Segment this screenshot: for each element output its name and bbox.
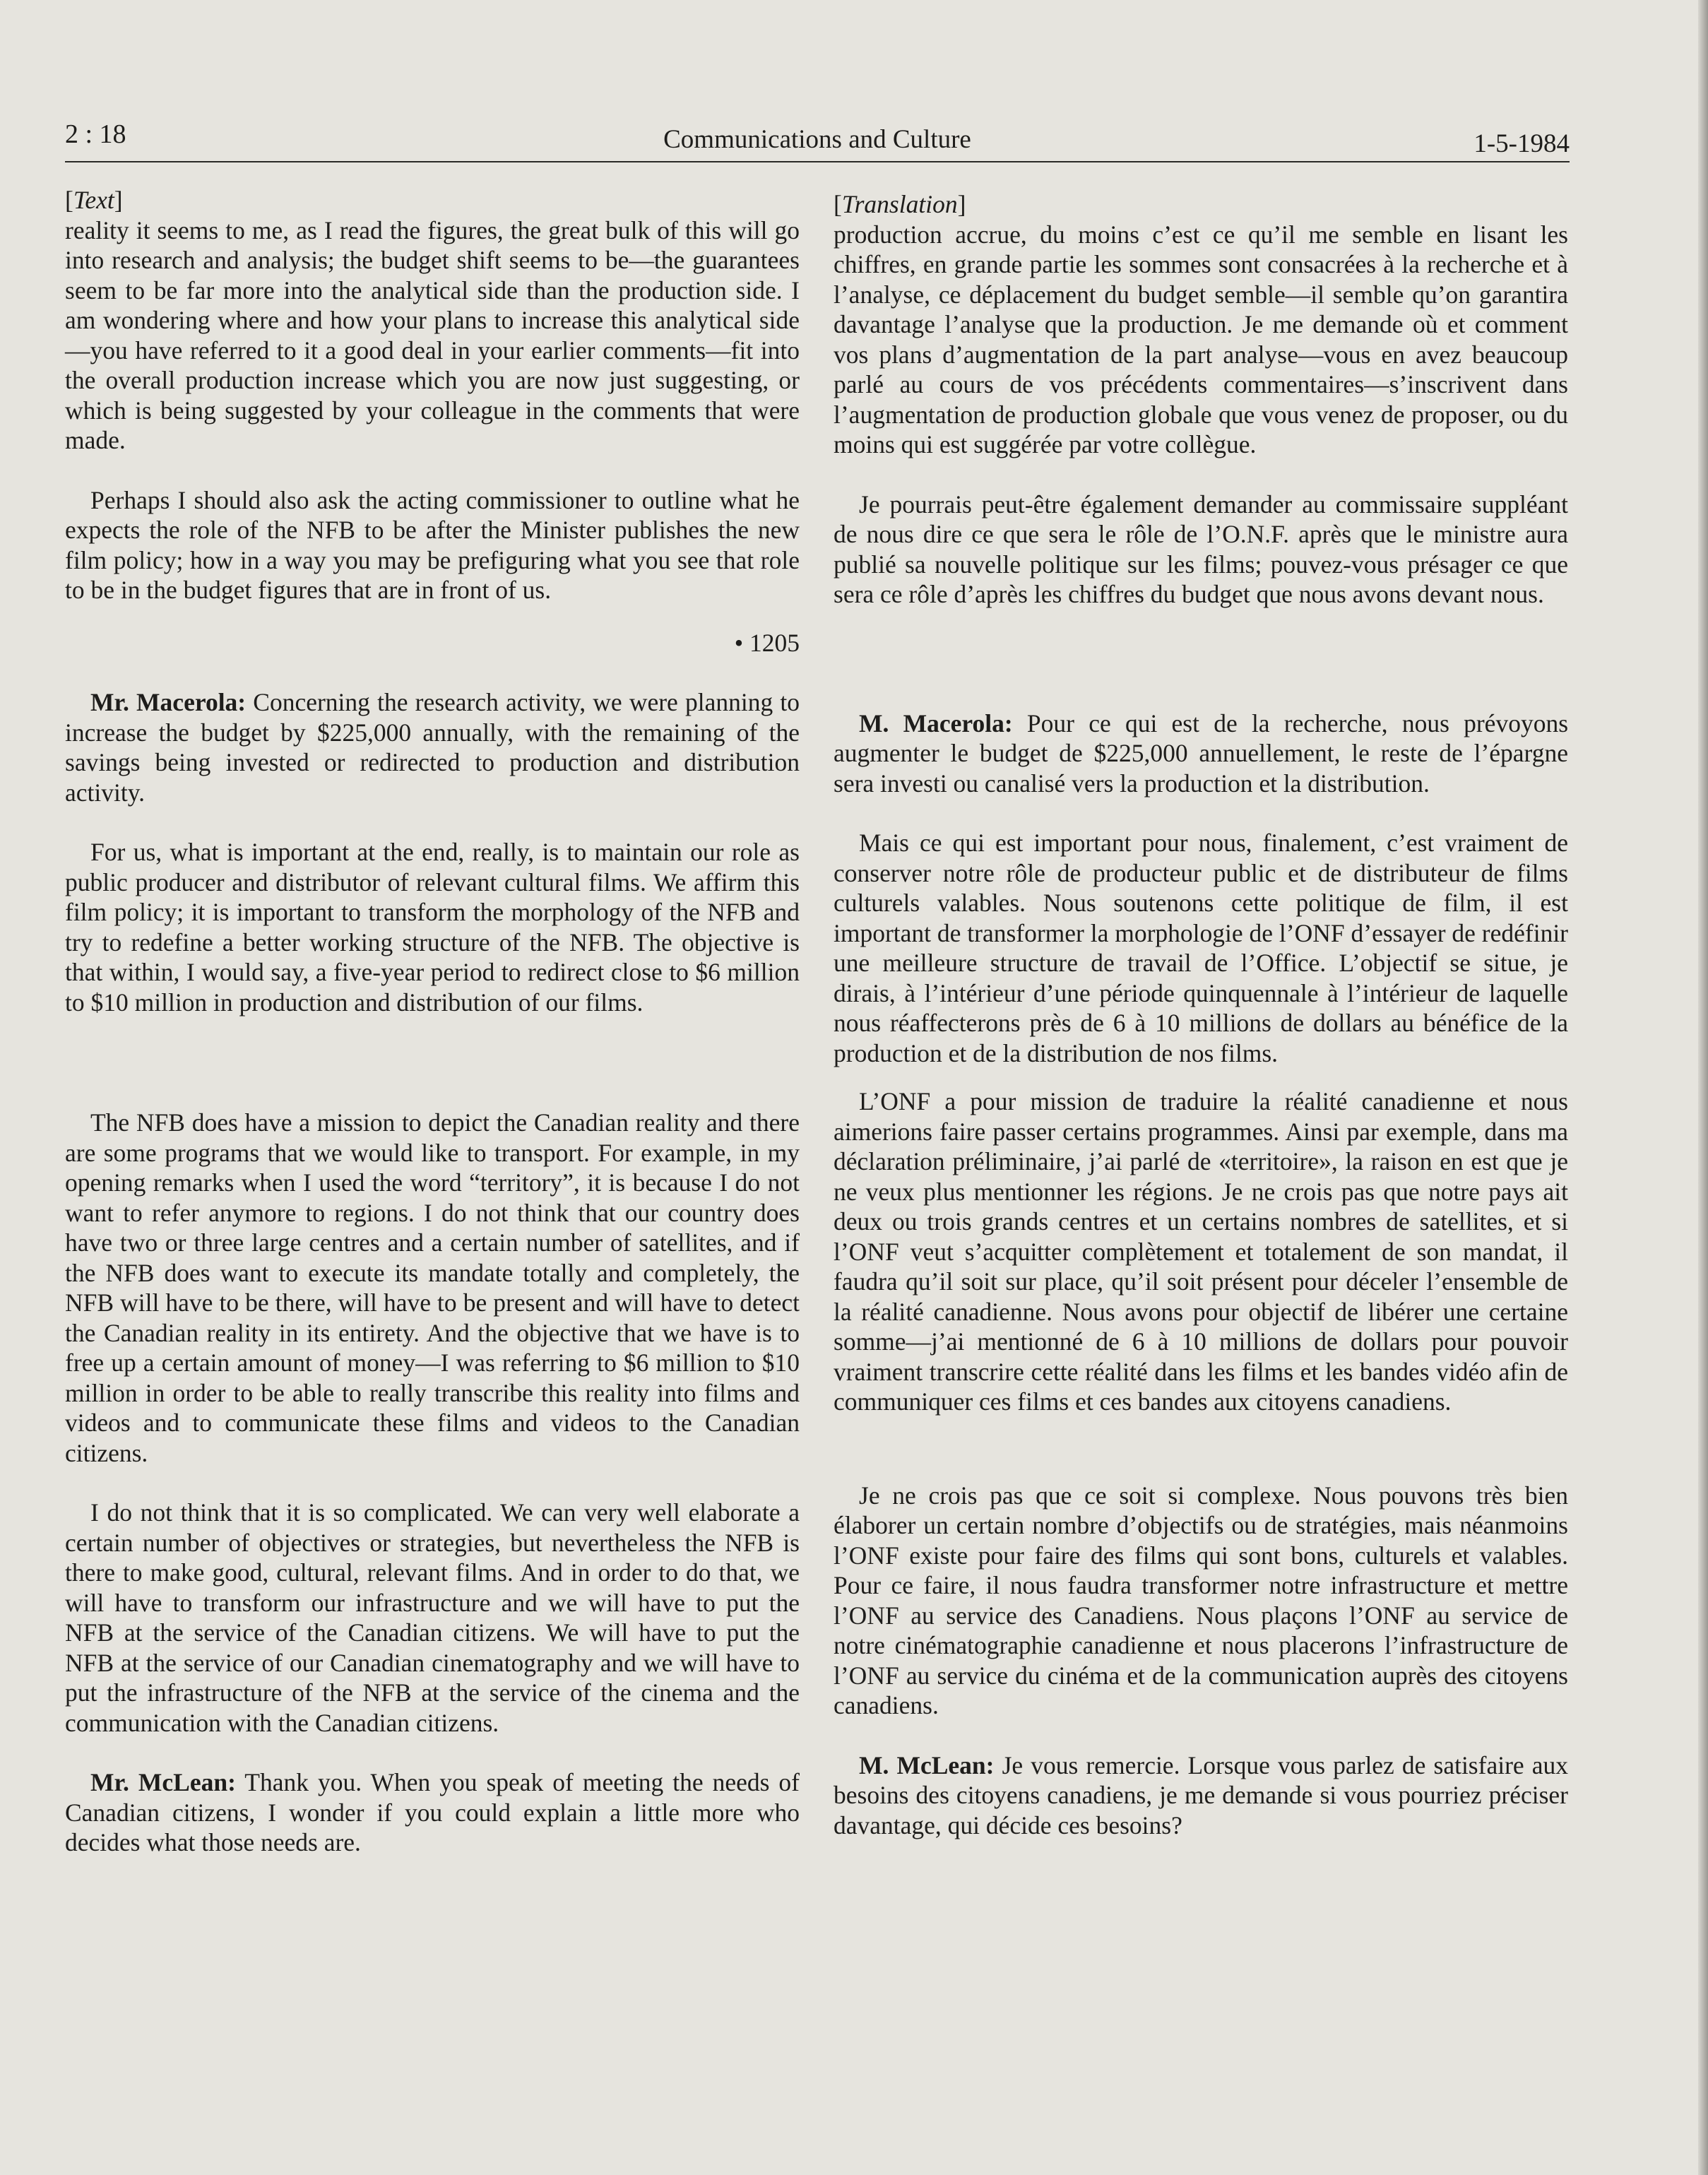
header-rule <box>65 161 1570 162</box>
speaker-name: Mr. Macerola: <box>90 688 247 716</box>
header-date: 1-5-1984 <box>1473 129 1570 158</box>
paragraph: For us, what is important at the end, really, is to maintain our role as public producer and distributor of relevant cultural films. We affirm this film policy; it is important to transform the morphology of the NFB and try to redefine a better working structure of the NFB. The objective is that within, I would say, a five-year period to redirect close to $6 million to $10 million in production and distribution of our films. <box>65 838 800 1017</box>
column-label: [Translation] <box>834 190 966 218</box>
time-marker: • 1205 <box>734 628 800 657</box>
page-number: 2 : 18 <box>65 119 126 149</box>
english-column <box>65 185 800 1858</box>
paragraph: production accrue, du moins c’est ce qu’il me semble en lisant les chiffres, en grande partie les sommes sont consacrées à la recherche et à l’analyse, ce déplacement du budget semble—il semble qu’on garantira davantage l’analyse que la production. Je me demande où et comment vos plans d’augmentation de la part analyse—vous en avez beaucoup parlé au cours de vos précédents commentaires—s’inscrivent dans l’augmentation de production globale que vous venez de proposer, ou du moins qui est suggérée par votre collègue. <box>834 220 1568 458</box>
speaker-paragraph: M. Macerola: Pour ce qui est de la recherche, nous prévoyons augmenter le budget de $225,000 annuellement, le reste de l’épargne sera investi ou canalisé vers la production et la distribution. <box>834 709 1569 798</box>
paragraph: Perhaps I should also ask the acting commissioner to outline what he expects the role of the NFB to be after the Minister publishes the new film policy; how in a way you may be prefiguring what you see that role to be in the budget figures that are in front of us. <box>65 485 800 604</box>
paragraph: Je ne crois pas que ce soit si complexe. Nous pouvons très bien élaborer un certain nombre d’objectifs ou de stratégies, mais néanmoins l’ONF existe pour faire des films qui sont bons, culturels et valables. Pour ce faire, il nous faudra transformer notre infrastructure et mettre l’ONF au service des Canadiens. Nous plaçons l’ONF au service de notre cinématographie canadienne et nous placerons l’infrastructure de l’ONF au service du cinéma et de la communication auprès des citoyens canadiens. <box>834 1481 1568 1719</box>
speaker-paragraph: M. McLean: Je vous remercie. Lorsque vous parlez de satisfaire aux besoins des citoyens canadiens, je me demande si vous pourriez préciser davantage, qui décide ces besoins? <box>834 1750 1568 1839</box>
paragraph: L’ONF a pour mission de traduire la réalité canadienne et nous aimerions faire passer certains programmes. Ainsi par exemple, dans ma déclaration préliminaire, j’ai parlé de «territoire», la raison en est que je ne veux plus mentionner les régions. Je ne crois pas que notre pays ait deux ou trois grands centres et un certains nombres de satellites, et si l’ONF veut s’acquitter complètement et totalement de son mandat, il faudra qu’il soit sur place, qu’il soit présent pour déceler l’ensemble de la réalité canadienne. Nous avons pour objectif de libérer une certaine somme—j’ai mentionné de 6 à 10 millions de dollars pour pouvoir vraiment transcrire cette réalité dans les films et les bandes vidéo afin de communiquer ces films et ces bandes aux citoyens canadiens. <box>834 1087 1568 1416</box>
paragraph: reality it seems to me, as I read the figures, the great bulk of this will go into research and analysis; the budget shift seems to be—the guarantees seem to be far more into the analytical side than the production side. I am wondering where and how your plans to increase this analytical side—you have referred to it a good deal in your earlier comments—fit into the overall production increase which you are now just suggesting, or which is being suggested by your colleague in the comments that were made. <box>65 215 800 454</box>
page-edge-shadow <box>1698 0 1708 2175</box>
running-title: Communications and Culture <box>663 125 971 154</box>
paragraph: Mais ce qui est important pour nous, finalement, c’est vraiment de conserver notre rôle de producteur public et de distributeur de films culturels valables. Nous soutenons cette politique de film, il est important de transformer la morphologie de l’ONF d’essayer de redéfinir une meilleure structure de travail de l’Office. L’objectif se situe, je dirais, à l’intérieur d’une période quinquennale à l’intérieur de laquelle nous réaffecterons près de 6 à 10 millions de dollars au bénéfice de la production et de la distribution de nos films. <box>834 829 1569 1067</box>
speaker-paragraph: Mr. McLean: Thank you. When you speak of meeting the needs of Canadian citizens, I wonder if you could explain a little more who decides what those needs are. <box>65 1768 800 1856</box>
speaker-name: M. Macerola: <box>859 709 1013 737</box>
speaker-name: Mr. McLean: <box>90 1768 236 1796</box>
speaker-paragraph: Mr. Macerola: Concerning the research activity, we were planning to increase the budget by $225,000 annually, with the remaining of the savings being invested or redirected to production and distribution activity. <box>65 688 800 807</box>
speaker-name: M. McLean: <box>859 1750 995 1779</box>
page-header <box>65 119 1570 161</box>
paragraph: The NFB does have a mission to depict the Canadian reality and there are some programs that we would like to transport. For example, in my opening remarks when I used the word “territory”, it is because I do not want to refer anymore to regions. I do not think that our country does have two or three large centres and a certain number of satellites, and if the NFB does want to execute its mandate totally and completely, the NFB will have to be there, will have to be present and will have to detect the Canadian reality in its entirety. And the objective that we have is to free up a certain amount of money—I was referring to $6 million to $10 million in order to be able to really transcribe this reality into films and videos and to communicate these films and videos to the Canadian citizens. <box>65 1108 800 1467</box>
paragraph: Je pourrais peut-être également demander au commissaire suppléant de nous dire ce que sera le rôle de l’O.N.F. après que le ministre aura publié sa nouvelle politique sur les films; pouvez-vous présager ce que sera ce rôle d’après les chiffres du budget que nous avons devant nous. <box>834 490 1568 608</box>
column-label: [Text] <box>65 186 123 214</box>
paragraph: I do not think that it is so complicated. We can very well elaborate a certain number of objectives or strategies, but nevertheless the NFB is there to make good, cultural, relevant films. And in order to do that, we will have to transform our infrastructure and we will have to put the NFB at the service of the Canadian citizens. We will have to put the NFB at the service of our Canadian cinematography and we will have to put the infrastructure of the NFB at the service of the cinema and the communication with the Canadian citizens. <box>65 1498 800 1737</box>
french-column <box>834 189 1568 1840</box>
